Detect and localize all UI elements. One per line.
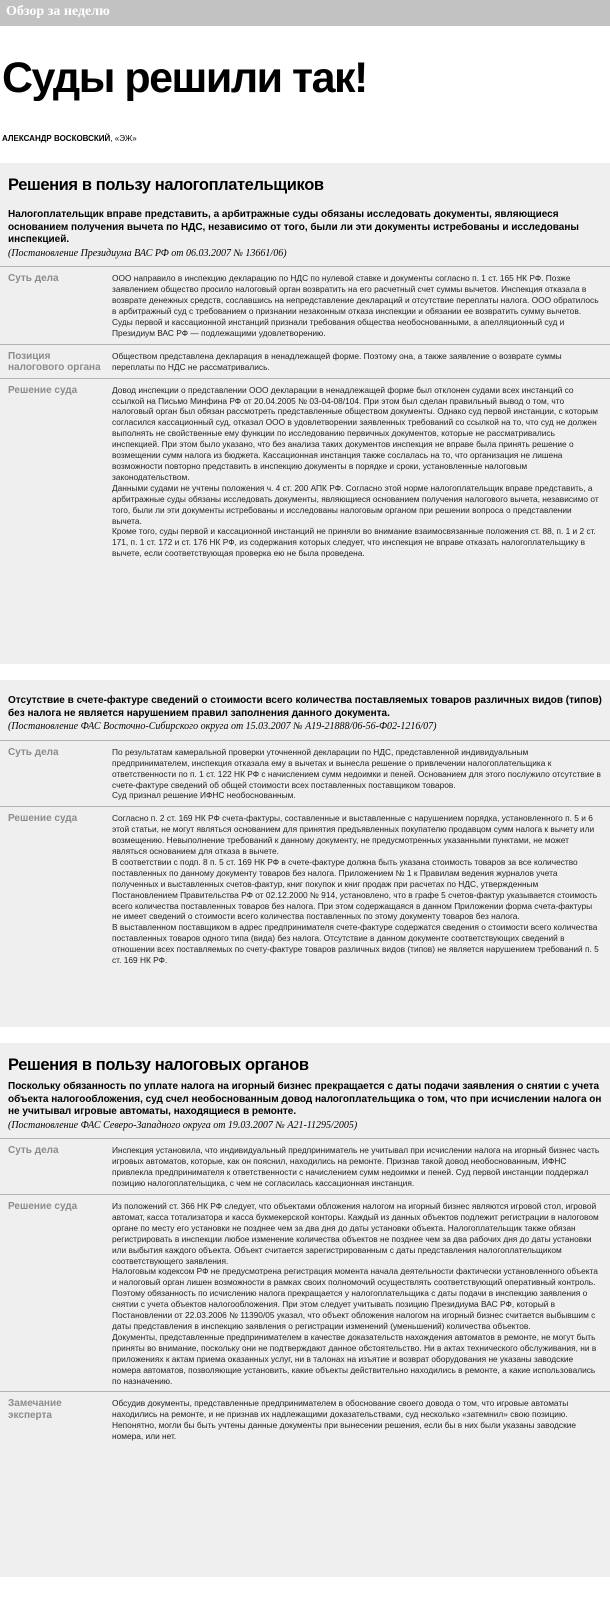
case-citation: (Постановление ФАС Северо-Западного округа от 19.03.2007 № А21-11295/2005) [8,1119,358,1131]
section-tax-authorities [0,1043,610,1577]
case-table [0,1138,610,1447]
row-text [112,741,610,807]
row-text [112,1139,610,1194]
case-headline: Налогоплательщик вправе представить, а арбитражные суды обязаны исследовать документы, являющиеся основанием получения вычета по НДС, независимо от того, были ли эти документы истребованы и исследованы инспекцией. [8,209,579,246]
case-citation: (Постановление Президиума ВАС РФ от 06.03.2007 № 13661/06) [8,247,287,259]
case-table [0,740,610,971]
case-table [0,266,610,564]
section-taxpayers-case-2 [0,680,610,1027]
paragraph: Налоговым кодексом РФ не предусмотрена регистрация момента начала деятельности фактически установленного объекта и налоговый орган лишен возможности в рамках своих полномочий осуществлять соответствующий оперативный контроль. Поэтому обязанность по исчислению налога прекращается у налогоплательщика с даты подачи в инспекцию заявления о снятии с учета объектов налогообложения. При этом следует учитывать позицию Президиума ВАС РФ, который в Постановлении от 22.03.2006 № 11390/05 указал, что объект обложения налогом на игорный бизнес считается выбывшим с даты представления в инспекцию заявления о регистрации изменений (уменьшений) количества объектов. [112,1266,598,1331]
paragraph: Довод инспекции о представлении ООО декларации в ненадлежащей форме был отклонен судами всех инстанций со ссылкой на Письмо Минфина РФ от 20.04.2005 № 03-04-08/104. При этом был сделан правильный вывод о том, что налоговый орган был обязан рассмотреть представленные обществом документы. Однако суд первой инстанции, с которым согласился кассационный суд, отказал ООО в удовлетворении заявленных требований со ссылкой на то, что суд не должен выполнять не свойственные ему функции по исследованию первичных документов, которые не рассматривались инспекцией. При этом было указано, что без анализа таких документов инспекция не вправе была принять решение о возмещении сумм налога из бюджета. Кассационная инстанция также сослалась на то, что организация не лишена возможности повторно представить в инспекцию документы в порядке и сроки, установленные налоговым законодательством. [112,384,599,482]
row-text [112,345,610,378]
paragraph: Из положений ст. 366 НК РФ следует, что объектами обложения налогом на игорный бизнес являются игровой стол, игровой автомат, касса тотализатора и касса букмекерской конторы. Каждый из данных объектов подлежит регистрации в налоговом органе по месту его установки не позднее чем за два дня до даты установки объекта. Налогоплательщик также обязан регистрировать в инспекции любое изменение количества объектов не позднее чем за два рабочих дня до даты установки или выбытия каждого объекта. Объект считается зарегистрированным с даты представления налогоплательщиком соответствующего заявления. [112,1201,599,1266]
paragraph: Обществом представлена декларация в ненадлежащей форме. Поэтому она, а также заявление о возврате суммы переплаты по НДС не рассматривались. [112,350,562,372]
paragraph: Документы, представленные предпринимателем в качестве доказательств нахождения автоматов в ремонте, не могут быть приняты во внимание, поскольку они не подтверждают данное обстоятельство. Ни в актах технического обслуживания, ни в приложениях к актам приема оказанных услуг, ни в талонах на изъятие и возврат оборудования не указаны заводские номера автоматов, позволяющие установить, какие объекты действительно находились в ремонте, а какие использовались по назначению. [112,1331,597,1386]
paragraph: Согласно п. 2 ст. 169 НК РФ счета-фактуры, составленные и выставленные с нарушением порядка, установленного п. 5 и 6 этой статьи, не могут являться основанием для принятия предъявленных покупателю продавцом сумм налога к вычету или возмещению. Невыполнение требований к данному документу, не предусмотренных указанными пунктами, не может являться основанием для отказа в вычете. [112,813,595,857]
row-text [112,1195,610,1391]
row-label: Решение суда [8,1201,78,1212]
case-citation: (Постановление ФАС Восточно-Сибирского округа от 15.03.2007 № А19-21888/06-56-Ф02-1216/07) [8,721,437,733]
paragraph: В выставленном поставщиком в адрес предпринимателя счете-фактуре содержатся сведения о стоимости всего количества поставленных товаров одного типа (вида) без налога. Отсутствие в данном документе соответствующих сведений в отношении всех поставляемых по счету-фактуре товаров различных видов (типов) не является нарушением требований п. 5 ст. 169 НК РФ. [112,922,599,966]
row-label: Суть дела [8,1145,59,1157]
page-title: Суды решили так! [2,54,367,102]
row-text [112,267,610,343]
author-name: АЛЕКСАНДР ВОСКОВСКИЙ [2,134,111,143]
row-text [112,379,610,565]
case-headline: Отсутствие в счете-фактуре сведений о стоимости всего количества поставляемых товаров различных видов (типов) без налога не является нарушением правил заполнения данного документа. [8,695,602,719]
rubric-label: Обзор за неделю [6,4,110,19]
paragraph: Кроме того, суды первой и кассационной инстанций не приняли во внимание взаимосвязанные положения ст. 88, п. 1 и 2 ст. 171, п. 1 ст. 172 и ст. 176 НК РФ, из содержания которых следует, что инспекция не вправе отказать налогоплательщику в вычете, если соответствующая проверка ею не была проведена. [112,526,596,559]
case-headline: Поскольку обязанность по уплате налога на игорный бизнес прекращается с даты подачи заявления о снятии с учета объекта налогообложения, суд счел необоснованным довод налогоплательщика о том, что при исчислении налога он не учитывал игровые автоматы, находящиеся в ремонте. [8,1081,602,1118]
paragraph: Данными судами не учтены положения ч. 4 ст. 200 АПК РФ. Согласно этой норме налогоплательщик вправе представить, а арбитражные суды обязаны исследовать документы, являющиеся основанием получения налогового вычета, независимо от того, были ли эти документы истребованы и исследованы налоговым органом при решении вопроса о представлении вычета. [112,482,599,526]
section-title: Решения в пользу налогоплательщиков [8,176,324,194]
paragraph: Обсудив документы, представленные предпринимателем в обоснование своего довода о том, что игровые автоматы находились на ремонте, и не признав их надлежащими доказательствами, суд несколько «затемнил» свою позицию. Непонятно, могли бы быть учтены данные документы при вынесении решения, если бы в них были указаны заводские номера, или нет. [112,1398,577,1442]
paragraph: Суд признал решение ИФНС необоснованным. [112,790,296,801]
row-label: Суть дела [8,746,59,758]
row-label: Замечание эксперта [8,1398,62,1421]
row-text [112,1392,610,1447]
row-label: Решение суда [8,813,78,825]
case-row [0,1391,610,1447]
row-label: Решение суда [8,384,78,396]
rubric-bar [0,0,610,26]
case-row [0,1194,610,1391]
case-row [0,740,610,807]
paragraph: В соответствии с подп. 8 п. 5 ст. 169 НК РФ в счете-фактуре должна быть указана стоимость товаров за все количество поставленных по данному документу товаров без налога. Приложением № 1 к Правилам ведения журналов учета полученных и выставленных счетов-фактур, книг покупок и книг продаж при расчетах по НДС, утвержденным Постановлением Правительства РФ от 02.12.2000 № 914, установлено, что в графе 5 счетов-фактур указывается стоимость всего количества поставленных товаров без налога. При этом содержащаяся в данном Приложении форма счета-фактуры не имеет сведений о стоимости всего количества поставленных по этому документу товаров без налога. [112,856,598,922]
byline [2,134,610,143]
author-outlet: , «ЭЖ» [110,134,137,143]
paragraph: ООО направило в инспекцию декларацию по НДС по нулевой ставке и документы согласно п. 1 ст. 165 НК РФ. Позже заявлением общество просило налоговый орган возвратить на его расчетный счет суммы вычетов. Инспекция отказала в возврате денежных средств, сославшись на непредставление деклараций и отсутствие переплаты налога. ООО обратилось в арбитражный суд с требованием о признании незаконным отказа инспекции и обязании ее возвратить сумму вычетов. Суды первой и кассационной инстанций признали требования общества необоснованными, а апелляционный суд и Президиум ВАС РФ — подлежащими удовлетворению. [112,273,599,338]
row-label: Позиция налогового органа [8,350,101,374]
paragraph: По результатам камеральной проверки уточненной декларации по НДС, представленной индивидуальным предпринимателем, инспекция отказала ему в вычетах и вынесла решение о привлечении налогоплательщика к ответственности по п. 1 ст. 122 НК РФ с начислением сумм недоимки и пеней. Основанием для этого послужило отсутствие в счете-фактуре сведений об общей стоимости всех поставленных поставщиком товаров. [112,746,601,790]
paragraph: Инспекция установила, что индивидуальный предприниматель не учитывал при исчислении налога на игорный бизнес часть игровых автоматов, которые, как он пояснил, находились на ремонте. Признав такой довод необоснованным, ИФНС привлекла предпринимателя к ответственности с начислением сумм недоимки и пеней. Суд первой инстанции поддержал позицию налогоплательщика, с чем не согласилась кассационная инстанция. [112,1145,600,1189]
case-row [0,1138,610,1194]
row-label: Суть дела [8,273,59,285]
case-row [0,266,610,343]
case-row [0,344,610,378]
case-row [0,806,610,971]
section-title: Решения в пользу налоговых органов [8,1056,309,1074]
row-text [112,807,610,971]
section-taxpayers-case-1 [0,163,610,664]
case-row [0,378,610,565]
